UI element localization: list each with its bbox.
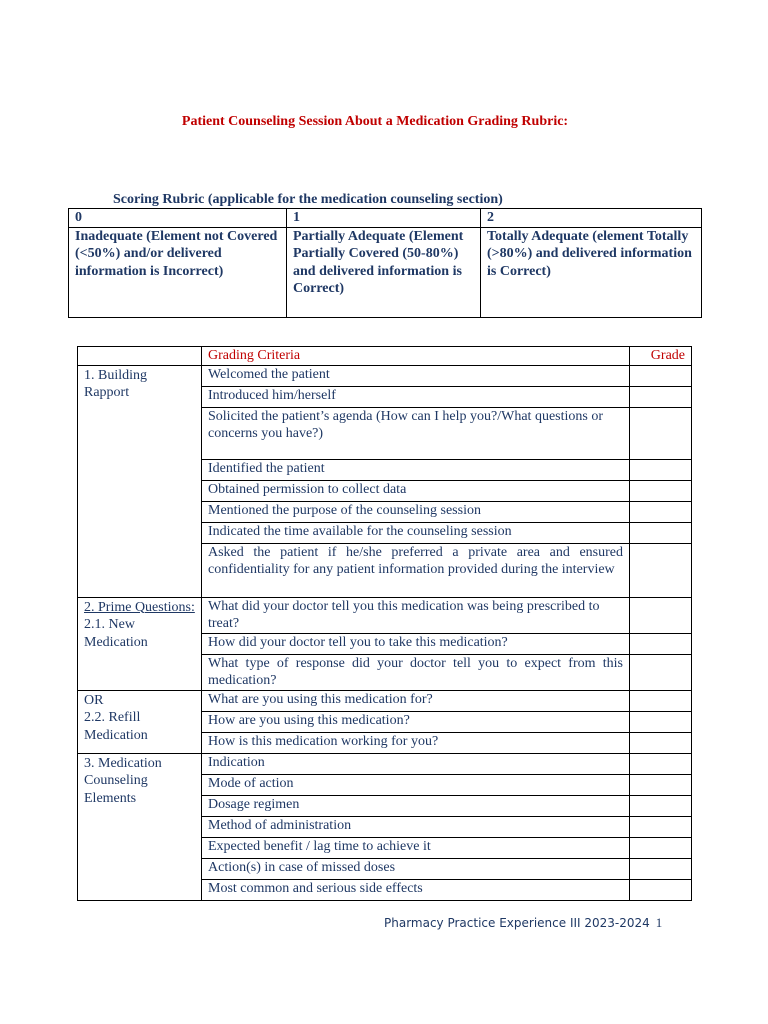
prime-questions-label: 2. Prime Questions: (84, 599, 195, 615)
score-1: 1 (287, 209, 481, 228)
criterion: How is this medication working for you? (202, 732, 630, 753)
criterion: Obtained permission to collect data (202, 480, 630, 501)
criterion: What are you using this medication for? (202, 690, 630, 711)
footer-course-text: Pharmacy Practice Experience III 2023-2024 (384, 916, 650, 930)
grade-cell (630, 543, 692, 597)
grade-cell (630, 365, 692, 386)
category-refill-medication (78, 690, 202, 753)
score-2: 2 (481, 209, 702, 228)
score-0-description: Inadequate (Element not Covered (<50%) and/or delivered information is Incorrect) (69, 227, 287, 317)
grade-cell (630, 774, 692, 795)
criterion: What type of response did your doctor tell you to expect from this medication? (202, 654, 630, 690)
grade-cell (630, 690, 692, 711)
grade-cell (630, 711, 692, 732)
criterion: Asked the patient if he/she preferred a private area and ensured confidentiality for any patient information provided during the interview (202, 543, 630, 597)
grade-cell (630, 795, 692, 816)
grade-cell (630, 654, 692, 690)
criterion: Indication (202, 753, 630, 774)
score-2-description: Totally Adequate (element Totally (>80%) and delivered information is Correct) (481, 227, 702, 317)
criterion: Solicited the patient’s agenda (How can I help you?/What questions or concerns you have?) (202, 407, 630, 459)
grade-cell (630, 753, 692, 774)
grade-cell (630, 633, 692, 654)
criterion: Method of administration (202, 816, 630, 837)
criterion: Indicated the time available for the counseling session (202, 522, 630, 543)
criterion: Introduced him/herself (202, 386, 630, 407)
grading-criteria-header: Grading Criteria (202, 347, 630, 366)
document-title: Patient Counseling Session About a Medication Grading Rubric: (181, 114, 569, 129)
scoring-rubric-heading: Scoring Rubric (applicable for the medication counseling section) (113, 192, 503, 207)
grade-cell (630, 732, 692, 753)
grade-cell (630, 597, 692, 633)
scoring-rubric-table (68, 208, 702, 318)
header-category-cell (78, 347, 202, 366)
criterion: Identified the patient (202, 459, 630, 480)
grade-cell (630, 816, 692, 837)
score-1-description: Partially Adequate (Element Partially Covered (50-80%) and delivered information is Correct) (287, 227, 481, 317)
grade-cell (630, 407, 692, 459)
criterion: How are you using this medication? (202, 711, 630, 732)
criterion: How did your doctor tell you to take this medication? (202, 633, 630, 654)
grade-header: Grade (630, 347, 692, 366)
page-number: 1 (655, 915, 663, 930)
grade-cell (630, 459, 692, 480)
grading-criteria-table (77, 346, 692, 901)
criterion: Action(s) in case of missed doses (202, 858, 630, 879)
grade-cell (630, 522, 692, 543)
criterion: What did your doctor tell you this medication was being prescribed to treat? (202, 597, 630, 633)
page-footer (384, 915, 662, 931)
category-building-rapport: 1. Building Rapport (78, 365, 202, 597)
category-prime-questions-new (78, 597, 202, 690)
grade-cell (630, 858, 692, 879)
score-0: 0 (69, 209, 287, 228)
grade-cell (630, 480, 692, 501)
grade-cell (630, 837, 692, 858)
grade-cell (630, 386, 692, 407)
grade-cell (630, 879, 692, 900)
category-medication-counseling-elements: 3. Medication Counseling Elements (78, 753, 202, 900)
new-medication-label: 2.1. New Medication (84, 617, 148, 650)
criterion: Mode of action (202, 774, 630, 795)
criterion: Welcomed the patient (202, 365, 630, 386)
grade-cell (630, 501, 692, 522)
criterion: Expected benefit / lag time to achieve it (202, 837, 630, 858)
criterion: Dosage regimen (202, 795, 630, 816)
criterion: Mentioned the purpose of the counseling session (202, 501, 630, 522)
refill-medication-label: 2.2. Refill Medication (84, 710, 148, 743)
criterion: Most common and serious side effects (202, 879, 630, 900)
or-label: OR (84, 692, 104, 708)
